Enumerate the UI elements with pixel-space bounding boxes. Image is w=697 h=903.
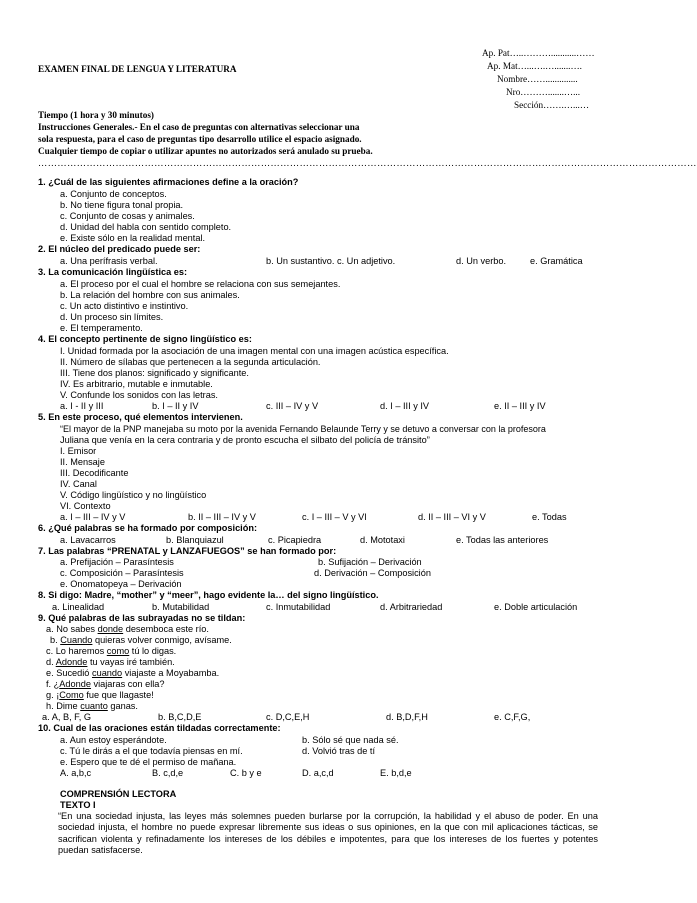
q9-f-pre: f. ¿ (46, 679, 60, 689)
separator-dots: …………………………………………………………………………………………………………………………………………………………………………………… (38, 158, 697, 168)
exam-title: EXAMEN FINAL DE LENGUA Y LITERATURA (38, 64, 237, 74)
q9-c-pre: c. Lo haremos (46, 646, 107, 656)
reading-heading: COMPRENSIÓN LECTORA (60, 789, 177, 799)
q8-option-a[interactable]: a. Linealidad (52, 602, 105, 612)
q9-g-pre: g. ¡ (46, 690, 60, 700)
q5-option-e[interactable]: e. Todas (532, 512, 567, 522)
q7-option-e[interactable]: e. Onomatopeya – Derivación (60, 579, 182, 589)
q7-option-c[interactable]: c. Composición – Parasíntesis (60, 568, 184, 578)
q5-option-b[interactable]: b. II – III – IV y V (188, 512, 256, 522)
reading-text-title: TEXTO I (60, 800, 96, 810)
q7-title: 7. Las palabras “PRENATAL y LANZAFUEGOS” se han formado por: (38, 546, 337, 556)
reading-paragraph: “En una sociedad injusta, las leyes más solemnes pueden burlarse por la corrupción, la habilidad y el abuso de poder. En una sociedad injusta, el hombre no puede expresar libremente sus ideas o sus opiniones, en la que con mil aplicaciones tácticas, se sacrifican violenta y refinadamente los intereses de los débiles e impotentes, para que los intereses de los fuertes y potentes puedan satisfacerse. (58, 811, 598, 856)
field-ap-pat[interactable]: Ap. Pat…..………...........…… (482, 48, 595, 58)
q9-b-post: quieras volver conmigo, avísame. (92, 635, 232, 645)
q10-sentence-a: a. Aun estoy esperándote. (60, 735, 167, 745)
q4-option-d[interactable]: d. I – III y IV (380, 401, 430, 411)
q5-element-v: V. Código lingüístico y no lingüístico (60, 490, 207, 500)
q10-sentence-d: d. Volvió tras de tí (302, 746, 376, 756)
q10-option-e[interactable]: E. b,d,e (380, 768, 412, 778)
q2-option-d[interactable]: d. Un verbo. (456, 256, 507, 266)
q9-sentence-e (46, 668, 219, 679)
q5-element-i: I. Emisor (60, 446, 97, 456)
q10-option-c[interactable]: C. b y e (230, 768, 262, 778)
q5-quote-line-1: “El mayor de la PNP manejaba su moto por la avenida Fernando Belaunde Terry y se detuvo a conversar con la profesora (60, 424, 546, 434)
q4-statement-iv: IV. Es arbitrario, mutable e inmutable. (60, 379, 213, 389)
q3-option-d[interactable]: d. Un proceso sin límites. (60, 312, 164, 322)
q10-title: 10. Cual de las oraciones están tildadas correctamente: (38, 723, 281, 733)
q6-option-a[interactable]: a. Lavacarros (60, 535, 116, 545)
q6-option-d[interactable]: d. Mototaxi (360, 535, 405, 545)
q6-option-e[interactable]: e. Todas las anteriores (456, 535, 549, 545)
q5-element-ii: II. Mensaje (60, 457, 105, 467)
q9-h-underlined: cuanto (80, 701, 108, 711)
q4-statement-iii: III. Tiene dos planos: significado y significante. (60, 368, 249, 378)
time-limit: Tiempo (1 hora y 30 minutos) (38, 110, 154, 120)
q9-e-pre: e. Sucedió (46, 668, 92, 678)
q9-b-pre: b. (50, 635, 61, 645)
q3-title: 3. La comunicación lingüística es: (38, 267, 188, 277)
q10-option-a[interactable]: A. a,b,c (60, 768, 92, 778)
q1-option-e[interactable]: e. Existe sólo en la realidad mental. (60, 233, 206, 243)
q3-option-e[interactable]: e. El temperamento. (60, 323, 143, 333)
instructions-line-3: Cualquier tiempo de copiar o utilizar apuntes no autorizados será anulado su prueba. (38, 146, 373, 156)
q1-option-a[interactable]: a. Conjunto de conceptos. (60, 189, 167, 199)
q1-title: 1. ¿Cuál de las siguientes afirmaciones define a la oración? (38, 177, 299, 187)
q10-option-d[interactable]: D. a,c,d (302, 768, 334, 778)
q9-h-pre: h. Dime (46, 701, 81, 711)
q9-g-underlined: Como (59, 690, 84, 700)
q9-option-d[interactable]: d. B,D,F,H (386, 712, 428, 722)
q9-g-post: fue que llagaste! (83, 690, 154, 700)
q7-option-a[interactable]: a. Prefijación – Parasíntesis (60, 557, 174, 567)
q9-sentence-h (46, 701, 138, 712)
q8-title: 8. Si digo: Madre, “mother” y “meer”, hago evidente la… del signo lingüístico. (38, 590, 379, 600)
q4-option-e[interactable]: e. II – III y IV (494, 401, 546, 411)
q9-option-e[interactable]: e. C,F,G, (494, 712, 531, 722)
q10-sentence-e: e. Espero que te dé el permiso de mañana. (60, 757, 237, 767)
field-nombre[interactable]: Nombre…….............. (497, 74, 578, 84)
q9-option-b[interactable]: b. B,C,D,E (158, 712, 202, 722)
q9-d-post: tu vayas iré también. (87, 657, 175, 667)
q9-title: 9. Qué palabras de las subrayadas no se tildan: (38, 613, 246, 623)
q8-option-b[interactable]: b. Mutabilidad (152, 602, 210, 612)
q5-option-c[interactable]: c. I – III – V y VI (302, 512, 367, 522)
q4-option-a[interactable]: a. I - II y III (60, 401, 104, 411)
q1-option-c[interactable]: c. Conjunto de cosas y animales. (60, 211, 195, 221)
instructions-line-2: sola respuesta, para el caso de preguntas tipo desarrollo utilice el espacio asignado. (38, 134, 362, 144)
q6-option-c[interactable]: c. Picapiedra (268, 535, 322, 545)
q6-option-b[interactable]: b. Blanquiazul (166, 535, 224, 545)
q5-option-d[interactable]: d. II – III – VI y V (418, 512, 486, 522)
q9-sentence-c (46, 646, 176, 657)
q5-quote-line-2: Juliana que venía en la cera contraria y de pronto escucha el silbato del policía de tránsito” (60, 435, 430, 445)
q8-option-c[interactable]: c. Inmutabilidad (266, 602, 331, 612)
q5-element-iv: IV. Canal (60, 479, 97, 489)
q1-option-b[interactable]: b. No tiene figura tonal propia. (60, 200, 184, 210)
q8-option-e[interactable]: e. Doble articulación (494, 602, 578, 612)
q9-f-post: viajaras con ella? (90, 679, 165, 689)
instructions-line-1: Instrucciones Generales.- En el caso de preguntas con alternativas seleccionar una (38, 122, 360, 132)
q9-sentence-a (46, 624, 209, 635)
field-seccion[interactable]: Sección…….…...… (514, 100, 590, 110)
q9-b-underlined: Cuando (60, 635, 93, 645)
q5-option-a[interactable]: a. I – III – IV y V (60, 512, 126, 522)
q9-d-underlined: Adonde (55, 657, 88, 667)
q4-option-c[interactable]: c. III – IV y V (266, 401, 319, 411)
q10-sentence-c: c. Tú le dirás a el que todavía piensas en mí. (60, 746, 243, 756)
field-ap-mat[interactable]: Ap. Mat…...….….......…. (487, 61, 582, 71)
q9-a-underlined: donde (97, 624, 124, 634)
q7-option-b[interactable]: b. Sufijación – Derivación (318, 557, 422, 567)
q9-option-c[interactable]: c. D,C,E,H (266, 712, 310, 722)
q4-title: 4. El concepto pertinente de signo lingüístico es: (38, 334, 252, 344)
q9-f-underlined: Adonde (59, 679, 91, 689)
q3-option-a[interactable]: a. El proceso por el cual el hombre se relaciona con sus semejantes. (60, 279, 341, 289)
q9-e-post: viajaste a Moyabamba. (122, 668, 220, 678)
q9-sentence-b (50, 635, 232, 646)
q8-option-d[interactable]: d. Arbitrariedad (380, 602, 443, 612)
q6-title: 6. ¿Qué palabras se ha formado por composición: (38, 523, 258, 533)
q9-h-post: ganas. (107, 701, 138, 711)
q9-sentence-d (46, 657, 175, 668)
q4-statement-v: V. Confunde los sonidos con las letras. (60, 390, 218, 400)
q10-sentence-b: b. Sólo sé que nada sé. (302, 735, 399, 745)
q5-element-iii: III. Decodificante (60, 468, 129, 478)
q4-statement-i: I. Unidad formada por la asociación de una imagen mental con una imagen acústica específica. (60, 346, 449, 356)
q5-title: 5. En este proceso, qué elementos intervienen. (38, 412, 243, 422)
q9-a-post: desemboca este río. (123, 624, 209, 634)
field-nro[interactable]: Nro……….......…... (506, 87, 581, 97)
q9-sentence-f (46, 679, 165, 690)
q7-option-d[interactable]: d. Derivación – Composición (314, 568, 431, 578)
q2-title: 2. El núcleo del predicado puede ser: (38, 244, 201, 254)
q4-option-b[interactable]: b. I – II y IV (152, 401, 199, 411)
q4-statement-ii: II. Número de sílabas que pertenecen a la segunda articulación. (60, 357, 321, 367)
q9-a-pre: a. No sabes (46, 624, 98, 634)
q1-option-d[interactable]: d. Unidad del habla con sentido completo. (60, 222, 232, 232)
q3-option-c[interactable]: c. Un acto distintivo e instintivo. (60, 301, 189, 311)
q2-option-bc[interactable]: b. Un sustantivo. c. Un adjetivo. (266, 256, 396, 266)
q5-element-vi: VI. Contexto (60, 501, 111, 511)
q9-c-underlined: como (106, 646, 130, 656)
q9-c-post: tú lo digas. (129, 646, 177, 656)
q9-option-a[interactable]: a. A, B, F, G (42, 712, 92, 722)
q9-d-pre: d. (46, 657, 56, 667)
q10-option-b[interactable]: B. c,d,e (152, 768, 184, 778)
q3-option-b[interactable]: b. La relación del hombre con sus animales. (60, 290, 240, 300)
q2-option-e[interactable]: e. Gramática (530, 256, 583, 266)
q9-e-underlined: cuando (91, 668, 123, 678)
q2-option-a[interactable]: a. Una perífrasis verbal. (60, 256, 158, 266)
q9-sentence-g (46, 690, 154, 701)
